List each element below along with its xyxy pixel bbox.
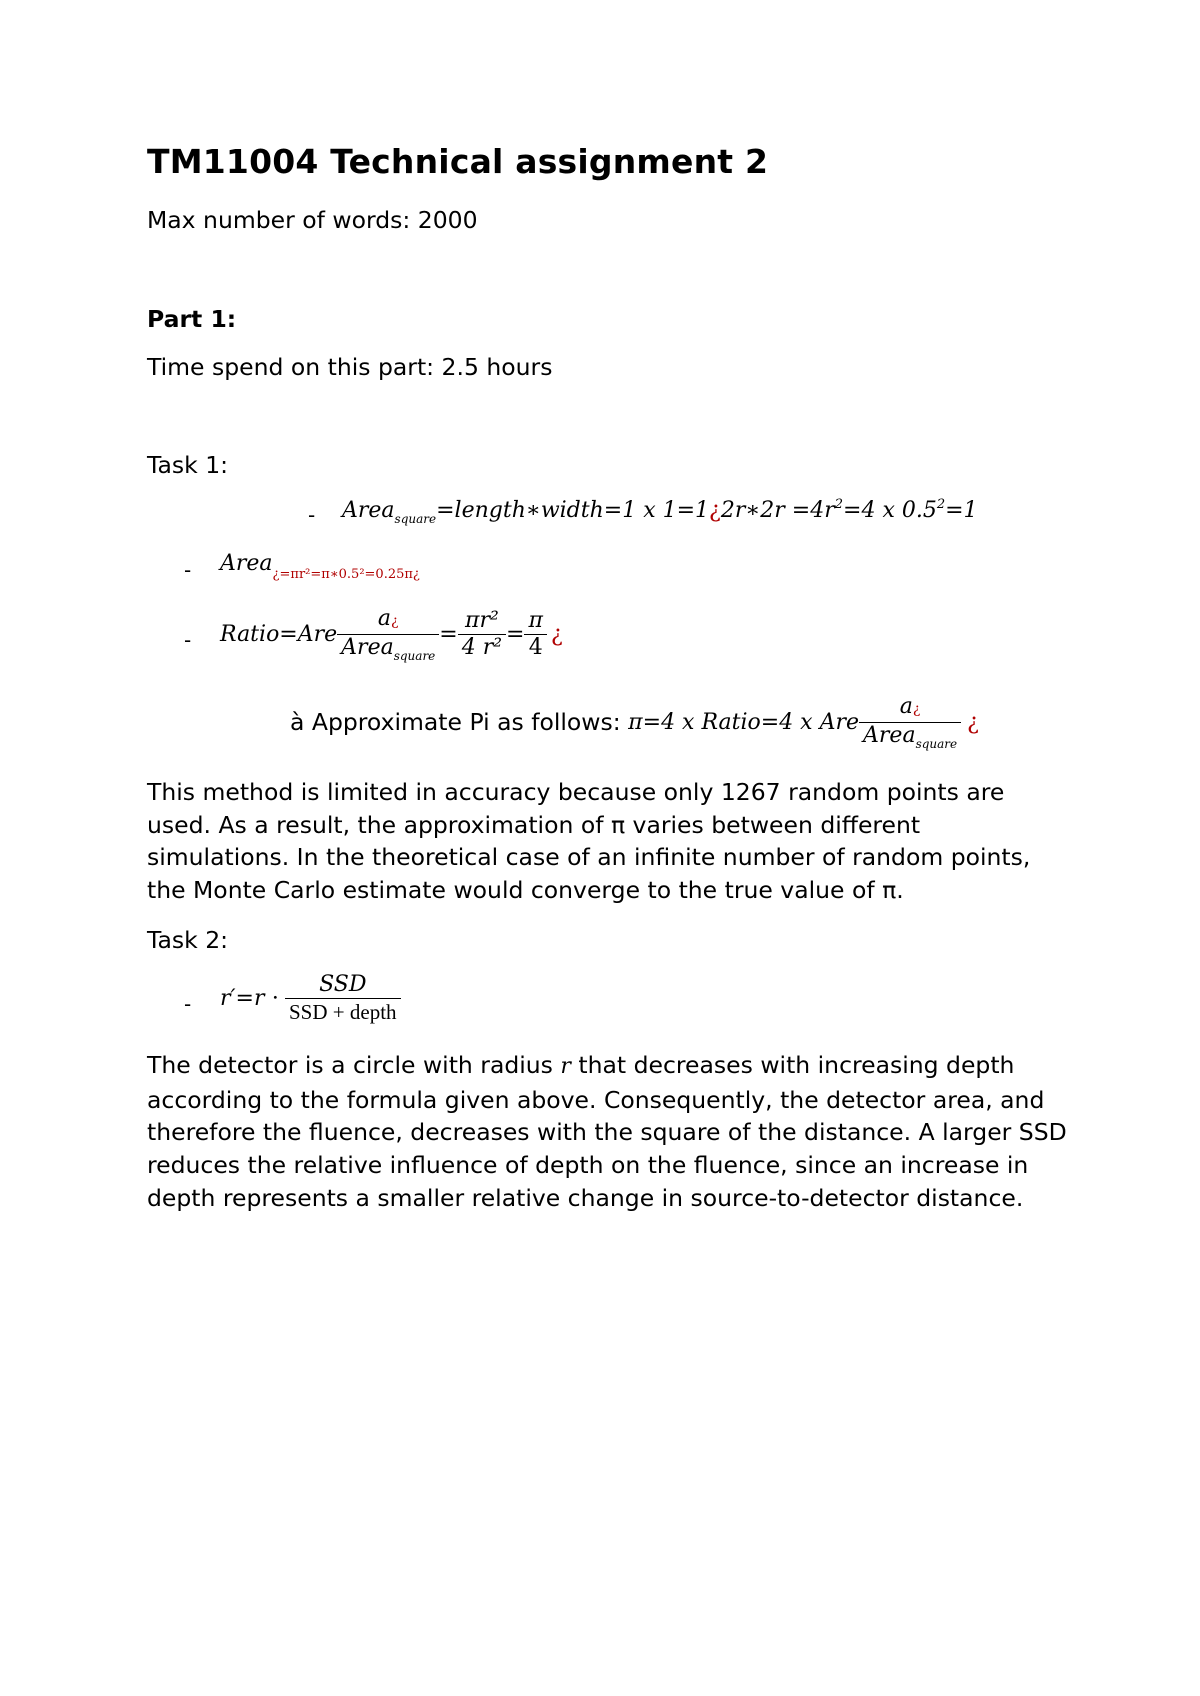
eq-lhs: Ratio=Are (220, 622, 338, 647)
eq-equals: = (506, 622, 525, 647)
time-spend-note: Time spend on this part: 2.5 hours (147, 353, 553, 381)
frac-num: a (899, 694, 913, 719)
eq-tail-sup: 2 (936, 497, 946, 512)
eq-rest-sup: 2 (834, 497, 844, 512)
frac-den: 4 (528, 635, 543, 660)
paragraph-method-accuracy: This method is limited in accuracy because only 1267 random points are used. As a result, the approximation of π varies between different simulations. In the theoretical case of an infinite number of random points, the Monte Carlo estimate would converge to the true value of π. (147, 778, 1031, 905)
approx-formula: π=4 x Ratio=4 x Are (628, 710, 860, 735)
frac-den: Area (863, 723, 916, 748)
approximate-pi-line (290, 694, 979, 751)
eq-broken-subscript: ¿=πr²=π∗0.5²=0.25π¿ (272, 567, 420, 582)
document-title: TM11004 Technical assignment 2 (147, 142, 769, 181)
part1-heading: Part 1: (147, 305, 237, 333)
task1-equation-area-circle (220, 551, 420, 582)
max-words-note: Max number of words: 2000 (147, 206, 478, 234)
task1-equation-ratio (220, 606, 563, 663)
frac-num-broken-glyph: ¿ (391, 613, 399, 629)
frac-num: a (377, 606, 392, 631)
eq-end: =1 (945, 498, 978, 523)
frac-num: SSD (285, 972, 401, 999)
frac-den: Area (341, 635, 394, 660)
eq-lhs: Area (342, 498, 395, 523)
para2-radius-symbol: r (560, 1054, 571, 1079)
eq-lhs: Area (220, 551, 273, 576)
eq-broken-glyph: ¿ (550, 622, 563, 647)
eq-lhs-subscript: square (394, 512, 437, 526)
task1-equation-area-square (342, 497, 978, 526)
approx-prefix: à Approximate Pi as follows: (290, 708, 629, 736)
eq-equals: = (439, 622, 458, 647)
frac-den: 4 r² (461, 635, 503, 660)
frac-num-broken-glyph: ¿ (912, 701, 921, 717)
para2-text-a: The detector is a circle with radius (147, 1051, 561, 1079)
fraction-area-ratio (859, 694, 961, 751)
eq-rest: 2r∗2r =4r (720, 498, 835, 523)
task2-label: Task 2: (147, 926, 229, 954)
equation-bullet: - (184, 992, 192, 1016)
task2-equation-radius (220, 972, 401, 1025)
frac-den: SSD + depth (289, 1000, 397, 1024)
frac-den-subscript: square (393, 649, 436, 663)
approx-broken-glyph: ¿ (967, 710, 979, 735)
para2-text-b: that decreases with increasing depth according to the formula given above. Consequently, the detector area, and therefore the fluence, decreases with the square of the distance. A larger SSD reduces the relative influence of depth on the fluence, since an increase in depth represents a smaller relative change in source-to-detector distance. (147, 1051, 1067, 1212)
fraction-area-ratio (337, 606, 439, 663)
fraction-ssd-depth (285, 972, 401, 1025)
paragraph-detector-fluence (147, 1049, 1067, 1215)
equation-bullet: - (308, 503, 316, 527)
fraction-pi-over-four (524, 608, 546, 661)
frac-den-subscript: square (915, 737, 958, 751)
equation-bullet: - (184, 628, 192, 652)
eq-lhs: r′=r ⋅ (220, 986, 279, 1011)
eq-tail: =4 x 0.5 (843, 498, 937, 523)
task1-label: Task 1: (147, 451, 229, 479)
eq-broken-glyph: ¿ (709, 498, 721, 523)
frac-num: π (524, 608, 546, 635)
fraction-pi-r-squared (458, 608, 506, 661)
equation-bullet: - (184, 558, 192, 582)
eq-mid: =length∗width=1 x 1=1 (436, 498, 710, 523)
frac-num: πr² (458, 608, 506, 635)
